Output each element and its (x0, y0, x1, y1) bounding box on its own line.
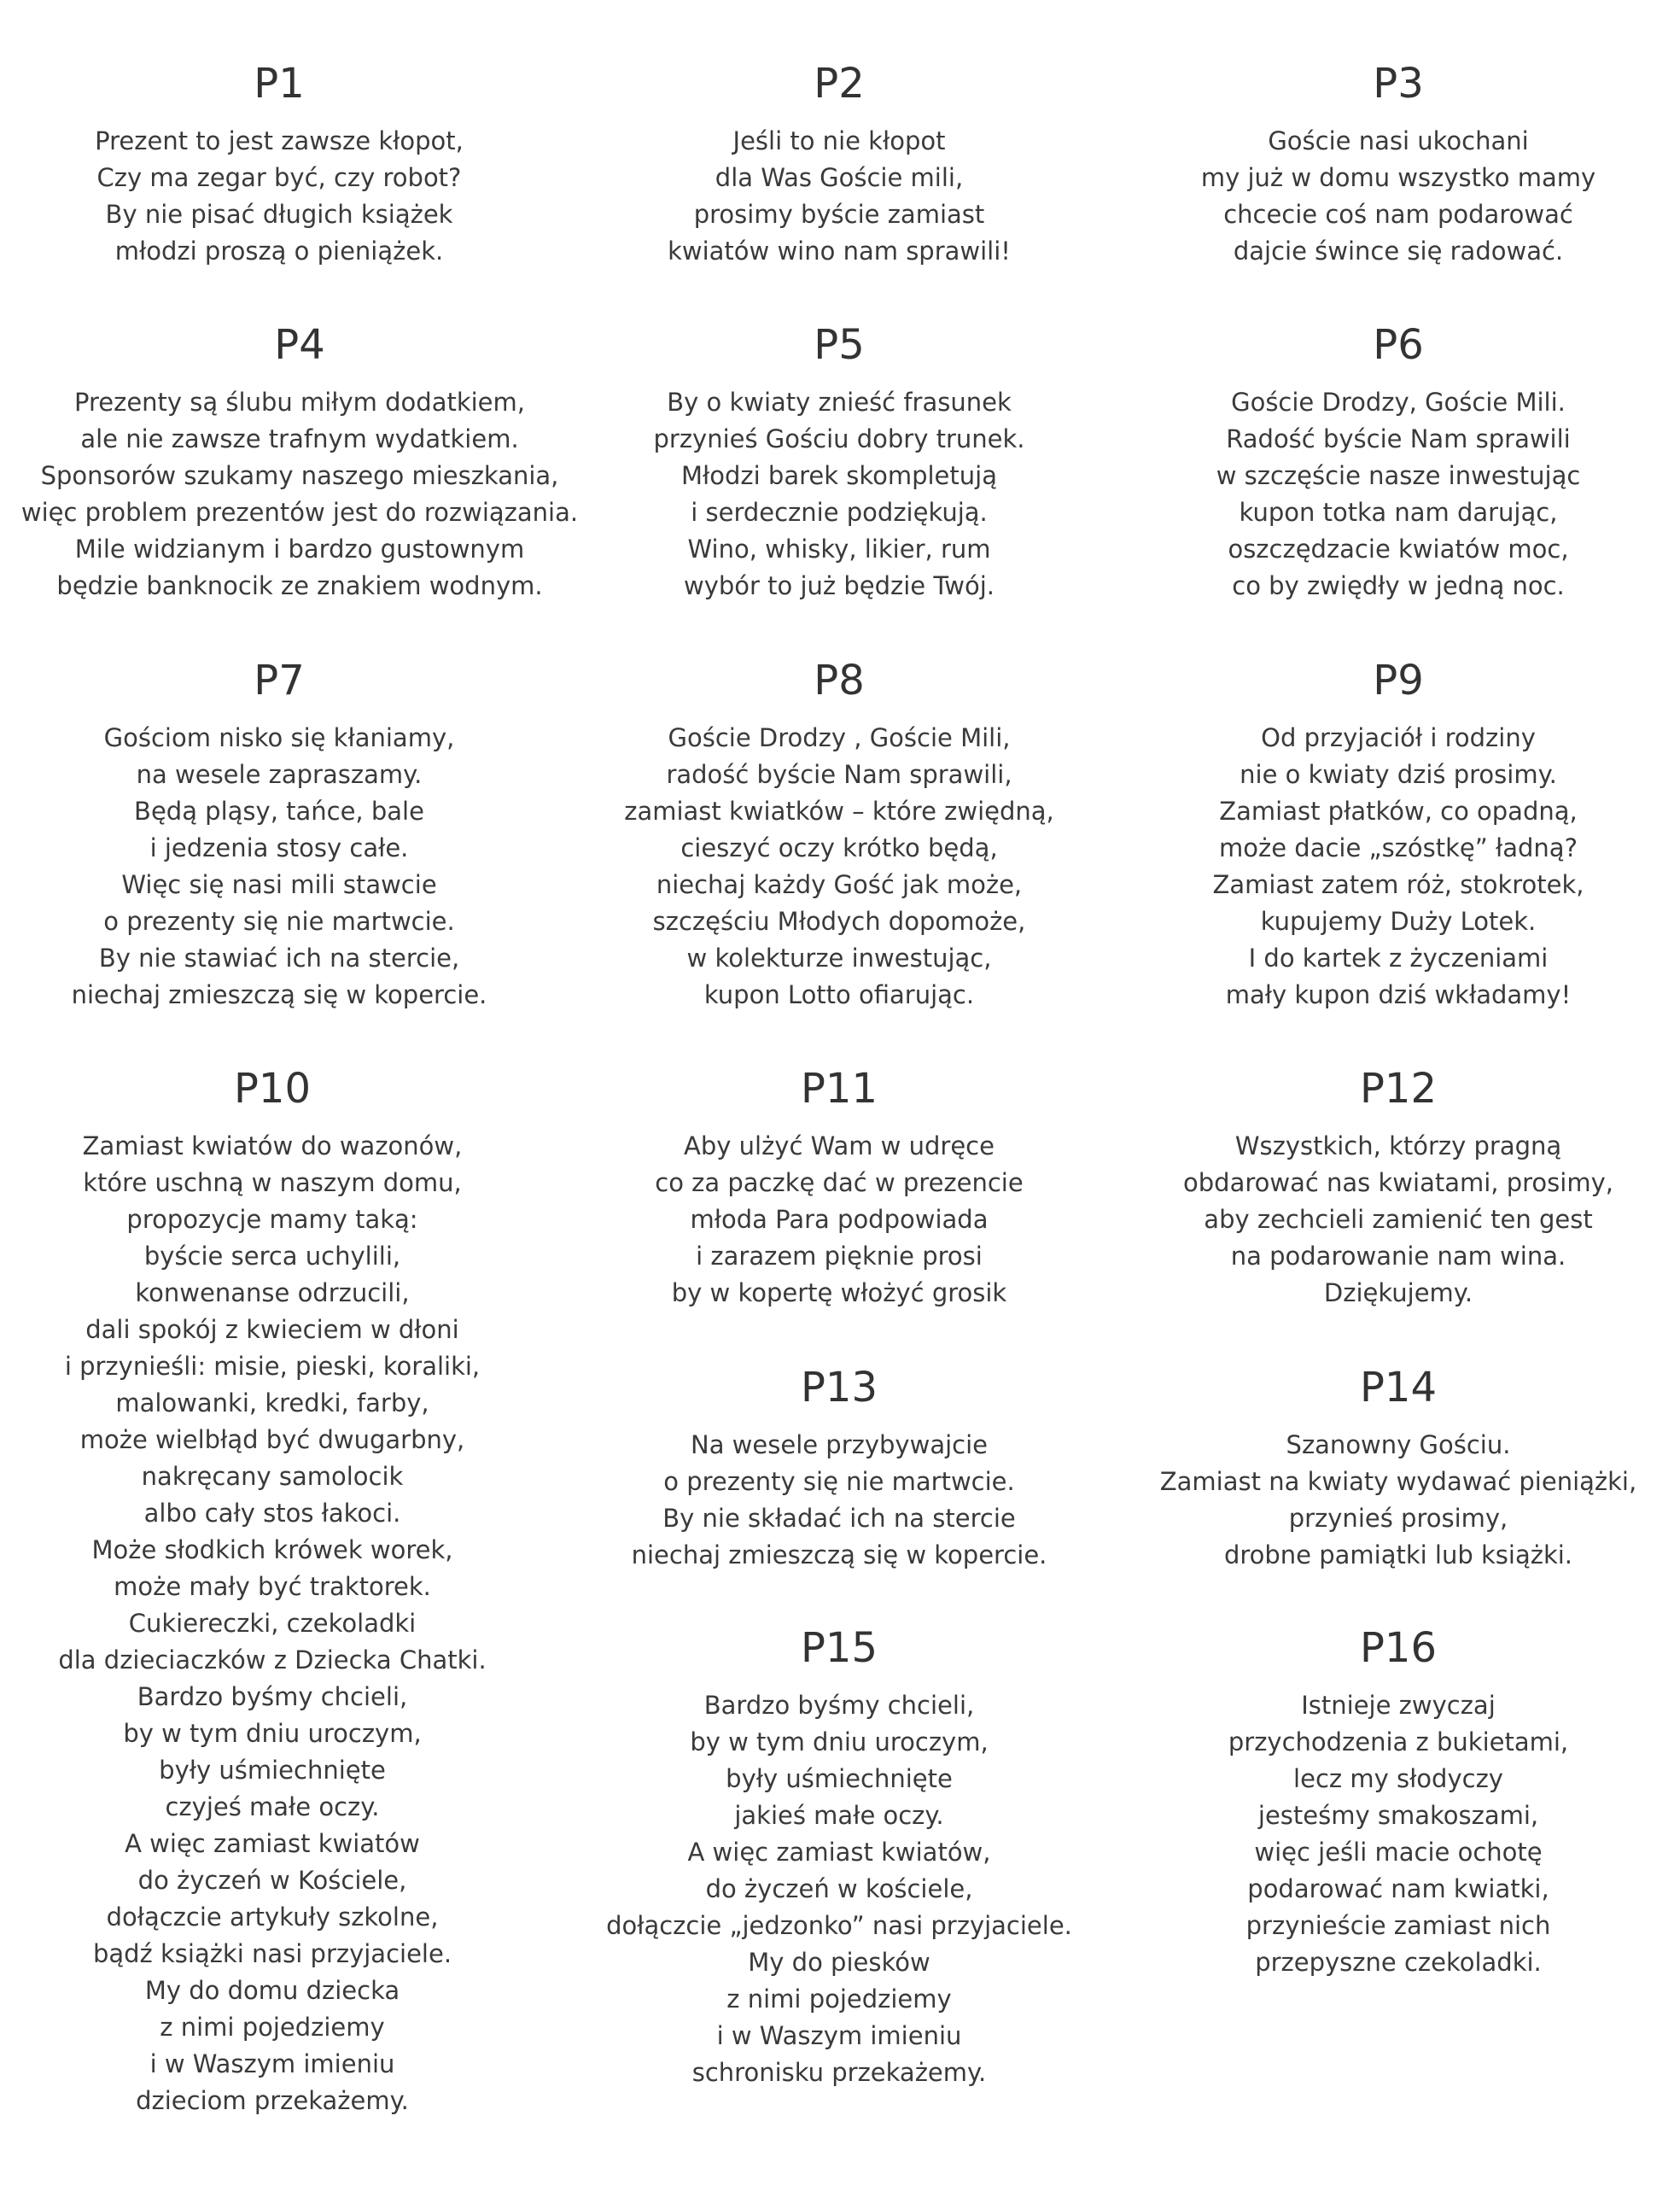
poem-title: P9 (1373, 657, 1424, 704)
poem-title: P11 (800, 1065, 878, 1113)
poem-line: szczęściu Młodych dopomoże, (652, 907, 1026, 936)
poem-p1 (0, 56, 561, 270)
poem-line: dzieciom przekażemy. (136, 2086, 409, 2115)
poem-line: chcecie coś nam podarować (1223, 200, 1573, 229)
poem-line: Zamiast na kwiaty wydawać pieniążki, (1159, 1467, 1637, 1496)
poem-line: przynieście zamiast nich (1245, 1911, 1551, 1940)
poem-line: dajcie śwince się radować. (1233, 237, 1564, 266)
poem-line: Na wesele przybywajcie (691, 1430, 988, 1459)
poem-line: Radość byście Nam sprawili (1226, 424, 1571, 453)
poem-line: Bardzo byśmy chcieli, (703, 1691, 975, 1720)
poem-text (557, 720, 1121, 1014)
poem-line: o prezenty się nie martwcie. (103, 907, 455, 936)
poem-line: nakręcany samolocik (141, 1462, 404, 1491)
poem-line: i zarazem pięknie prosi (696, 1242, 983, 1271)
poem-line: A więc zamiast kwiatów (125, 1829, 420, 1858)
poem-line: My do piesków (748, 1948, 930, 1977)
poem-line: Gościom nisko się kłaniamy, (103, 723, 455, 752)
poem-text (1117, 123, 1680, 270)
poem-line: By nie składać ich na stercie (662, 1504, 1016, 1533)
poem-line: kupujemy Duży Lotek. (1260, 907, 1537, 936)
poem-line: Młodzi barek skompletują (681, 461, 997, 490)
poem-title: P14 (1359, 1364, 1438, 1412)
poem-line: Prezent to jest zawsze kłopot, (95, 126, 464, 155)
poem-line: mały kupon dziś wkładamy! (1225, 980, 1572, 1009)
poem-line: o prezenty się nie martwcie. (663, 1467, 1015, 1496)
poem-line: lecz my słodyczy (1293, 1764, 1503, 1793)
poem-line: Sponsorów szukamy naszego mieszkania, (40, 461, 559, 490)
poem-line: w szczęście nasze inwestując (1216, 461, 1581, 490)
poem-text (557, 1427, 1121, 1574)
poem-text (1117, 1128, 1680, 1312)
poem-p16 (1117, 1621, 1680, 1981)
poem-line: schronisku przekażemy. (691, 2058, 987, 2087)
poem-p5 (557, 318, 1121, 605)
poem-line: dali spokój z kwieciem w dłoni (85, 1315, 459, 1344)
poem-text (0, 123, 561, 270)
poem-line: cieszyć oczy krótko będą, (680, 833, 998, 862)
poem-line: które uschną w naszym domu, (83, 1168, 462, 1197)
poem-line: drobne pamiątki lub książki. (1223, 1540, 1573, 1569)
poem-line: dołączcie artykuły szkolne, (106, 1903, 439, 1932)
poem-p7 (0, 653, 561, 1014)
poem-line: niechaj każdy Gość jak może, (656, 870, 1023, 899)
poem-line: Bardzo byśmy chcieli, (137, 1682, 408, 1711)
poem-text (557, 123, 1121, 270)
poem-line: do życzeń w Kościele, (137, 1866, 407, 1895)
poem-title: P10 (233, 1065, 312, 1113)
poem-line: Prezenty są ślubu miłym dodatkiem, (74, 388, 525, 417)
poem-line: malowanki, kredki, farby, (115, 1388, 429, 1417)
poem-title: P3 (1373, 60, 1424, 108)
poem-line: By o kwiaty znieść frasunek (667, 388, 1012, 417)
poem-p10 (0, 1061, 554, 2119)
poem-line: może wielbłąd być dwugarbny, (79, 1425, 465, 1454)
poem-line: Goście Drodzy, Goście Mili. (1231, 388, 1566, 417)
poem-line: przynieś Gościu dobry trunek. (653, 424, 1025, 453)
poem-p14 (1117, 1360, 1680, 1574)
poem-line: i w Waszym imieniu (149, 2049, 395, 2078)
poem-text (557, 384, 1121, 605)
poem-line: I do kartek z życzeniami (1248, 944, 1549, 973)
poem-line: Aby ulżyć Wam w udręce (684, 1131, 995, 1160)
poem-p9 (1117, 653, 1680, 1014)
poem-line: może mały być traktorek. (114, 1572, 431, 1601)
poem-line: młodzi proszą o pieniążek. (114, 237, 444, 266)
poem-line: Wino, whisky, likier, rum (687, 535, 991, 564)
poem-line: niechaj zmieszczą się w kopercie. (631, 1540, 1047, 1569)
poem-line: Zamiast kwiatów do wazonów, (82, 1131, 463, 1160)
poem-line: Mile widzianym i bardzo gustownym (74, 535, 525, 564)
poem-line: z nimi pojedziemy (160, 2013, 385, 2042)
poem-p4 (18, 318, 581, 605)
poem-line: propozycje mamy taką: (126, 1205, 418, 1234)
poem-title: P2 (814, 60, 865, 108)
poem-line: Istnieje zwyczaj (1301, 1691, 1496, 1720)
poem-line: Może słodkich krówek worek, (91, 1535, 453, 1564)
poem-title: P5 (814, 321, 865, 369)
poem-p3 (1117, 56, 1680, 270)
poem-line: By nie pisać długich książek (105, 200, 453, 229)
poem-title: P13 (800, 1364, 878, 1412)
poem-p8 (557, 653, 1121, 1014)
poem-line: by w tym dniu uroczym, (123, 1719, 422, 1748)
poem-p11 (557, 1061, 1121, 1312)
poem-p12 (1117, 1061, 1680, 1312)
poem-line: Cukiereczki, czekoladki (128, 1609, 417, 1638)
poem-line: nie o kwiaty dziś prosimy. (1240, 760, 1557, 789)
poem-line: Zamiast płatków, co opadną, (1219, 797, 1578, 826)
poem-title: P1 (254, 60, 305, 108)
poem-line: na wesele zapraszamy. (136, 760, 423, 789)
poem-line: Goście nasi ukochani (1268, 126, 1529, 155)
poem-line: przepyszne czekoladki. (1255, 1948, 1542, 1977)
poem-line: byście serca uchylili, (143, 1242, 401, 1271)
poem-text (18, 384, 581, 605)
poem-line: dla Was Goście mili, (715, 163, 964, 192)
poem-line: przychodzenia z bukietami, (1228, 1727, 1569, 1756)
poem-line: my już w domu wszystko mamy (1200, 163, 1596, 192)
poem-line: A więc zamiast kwiatów, (687, 1838, 991, 1867)
poem-title: P7 (254, 657, 305, 704)
poem-line: więc problem prezentów jest do rozwiązania. (20, 498, 579, 527)
poem-line: prosimy byście zamiast (693, 200, 985, 229)
poem-line: Dziękujemy. (1323, 1278, 1473, 1307)
poem-line: i w Waszym imieniu (716, 2021, 962, 2050)
poem-text (1117, 720, 1680, 1014)
poem-p13 (557, 1360, 1121, 1574)
poem-line: może dacie „szóstkę” ładną? (1219, 833, 1578, 862)
poem-text (1117, 1427, 1680, 1574)
poem-p15 (557, 1621, 1121, 2091)
poem-line: kupon Lotto ofiarując. (703, 980, 975, 1009)
poem-text (557, 1128, 1121, 1312)
poem-line: By nie stawiać ich na stercie, (98, 944, 460, 973)
poem-line: wybór to już będzie Twój. (683, 571, 995, 600)
poem-line: niechaj zmieszczą się w kopercie. (71, 980, 487, 1009)
poem-line: na podarowanie nam wina. (1230, 1242, 1566, 1271)
poem-line: zamiast kwiatków – które zwiędną, (624, 797, 1054, 826)
poem-line: Będą pląsy, tańce, bale (134, 797, 424, 826)
poem-line: Czy ma zegar być, czy robot? (96, 163, 462, 192)
poem-line: podarować nam kwiatki, (1247, 1874, 1549, 1903)
poem-line: co by zwiędły w jedną noc. (1232, 571, 1565, 600)
poem-p2 (557, 56, 1121, 270)
poem-text (1117, 384, 1680, 605)
poem-title: P4 (274, 321, 325, 369)
poem-title: P15 (800, 1624, 878, 1672)
poem-line: Od przyjaciół i rodziny (1261, 723, 1536, 752)
poem-line: aby zechcieli zamienić ten gest (1204, 1205, 1593, 1234)
poem-line: kupon totka nam darując, (1239, 498, 1558, 527)
poem-line: jakieś małe oczy. (734, 1801, 944, 1830)
poem-line: były uśmiechnięte (159, 1756, 386, 1785)
poem-line: Zamiast zatem róż, stokrotek, (1212, 870, 1584, 899)
poem-line: My do domu dziecka (144, 1976, 400, 2005)
poem-line: i jedzenia stosy całe. (149, 833, 409, 862)
poem-line: kwiatów wino nam sprawili! (668, 237, 1011, 266)
poem-text (1117, 1687, 1680, 1981)
poem-line: oszczędzacie kwiatów moc, (1228, 535, 1569, 564)
poem-line: Goście Drodzy , Goście Mili, (668, 723, 1011, 752)
poem-text (557, 1687, 1121, 2091)
poem-line: Jeśli to nie kłopot (732, 126, 946, 155)
poem-line: ale nie zawsze trafnym wydatkiem. (80, 424, 519, 453)
poem-line: konwenanse odrzucili, (135, 1278, 410, 1307)
poem-line: Więc się nasi mili stawcie (121, 870, 437, 899)
poem-line: i przynieśli: misie, pieski, koraliki, (64, 1352, 481, 1381)
poem-line: czyjeś małe oczy. (165, 1792, 380, 1821)
poem-text (0, 720, 561, 1014)
poem-title: P8 (814, 657, 865, 704)
poem-line: obdarować nas kwiatami, prosimy, (1183, 1168, 1613, 1197)
poem-line: do życzeń w kościele, (705, 1874, 973, 1903)
poem-line: jesteśmy smakoszami, (1257, 1801, 1539, 1830)
poem-line: by w tym dniu uroczym, (690, 1727, 989, 1756)
poem-line: bądź książki nasi przyjaciele. (92, 1939, 452, 1968)
poem-line: by w kopertę włożyć grosik (671, 1278, 1007, 1307)
poem-p6 (1117, 318, 1680, 605)
poem-line: Szanowny Gościu. (1286, 1430, 1511, 1459)
poem-title: P6 (1373, 321, 1424, 369)
poem-title: P12 (1359, 1065, 1438, 1113)
poem-title: P16 (1359, 1624, 1438, 1672)
poem-line: będzie banknocik ze znakiem wodnym. (56, 571, 543, 600)
poem-line: więc jeśli macie ochotę (1254, 1838, 1543, 1867)
poem-line: i serdecznie podziękują. (691, 498, 988, 527)
poem-line: dołączcie „jedzonko” nasi przyjaciele. (606, 1911, 1072, 1940)
poem-line: Wszystkich, którzy pragną (1234, 1131, 1562, 1160)
poem-line: z nimi pojedziemy (726, 1984, 952, 2014)
poem-line: przynieś prosimy, (1288, 1504, 1508, 1533)
poem-line: albo cały stos łakoci. (143, 1499, 401, 1528)
poem-line: w kolekturze inwestując, (686, 944, 992, 973)
poem-line: dla dzieciaczków z Dziecka Chatki. (58, 1645, 487, 1675)
poem-line: radość byście Nam sprawili, (666, 760, 1012, 789)
poem-line: młoda Para podpowiada (690, 1205, 989, 1234)
poem-line: co za paczkę dać w prezencie (655, 1168, 1024, 1197)
poem-text (0, 1128, 554, 2119)
poem-line: były uśmiechnięte (726, 1764, 953, 1793)
